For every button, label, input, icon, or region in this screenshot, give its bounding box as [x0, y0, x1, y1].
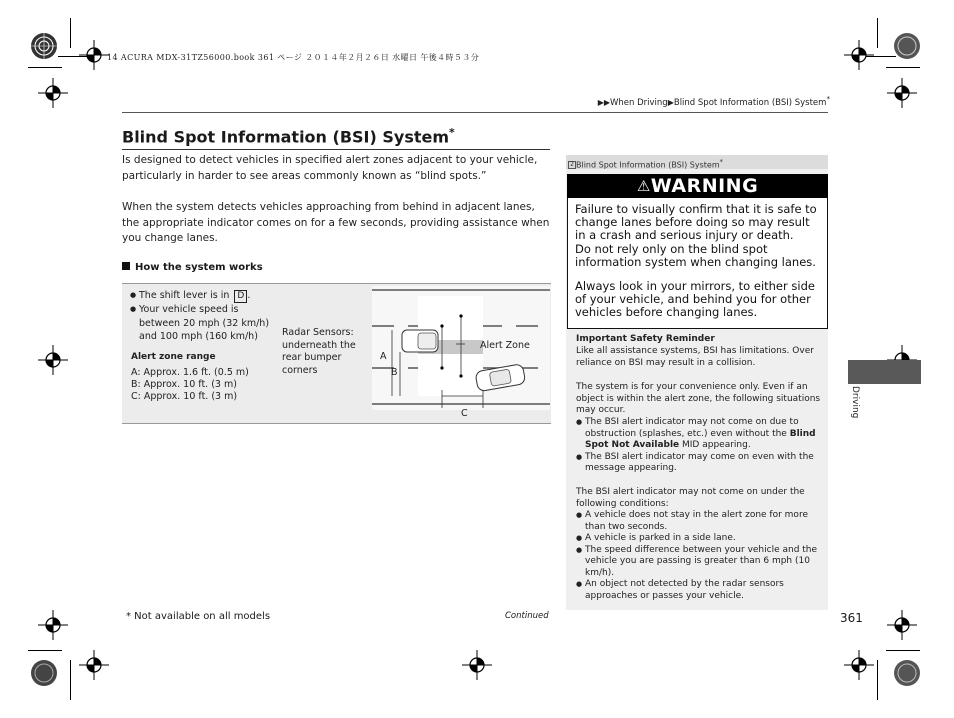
warning-text-3: Always look in your mirrors, to either side of your vehicle, and behind you for other vehicles before changing lanes.	[575, 279, 815, 320]
registration-crosshair-icon	[462, 650, 492, 680]
registration-target-icon	[892, 31, 922, 61]
crop-mark	[886, 67, 920, 68]
sidebar-heading-star: *	[719, 158, 723, 166]
page-number: 361	[840, 611, 863, 625]
conditions-list	[576, 510, 822, 602]
dimension-c-label: C	[461, 408, 468, 419]
bullet-text: MID appearing.	[679, 440, 751, 450]
list-item: ● The BSI alert indicator may come on even with the message appearing.	[576, 452, 822, 475]
warning-title: WARNING	[650, 175, 759, 197]
title-star: *	[449, 126, 455, 139]
safety-text: Like all assistance systems, BSI has limitations. Over reliance on BSI may result in a collision.	[576, 346, 814, 368]
section-tab-label: Driving	[850, 386, 860, 419]
registration-crosshair-icon	[79, 40, 109, 70]
page-title	[122, 126, 455, 146]
breadcrumb-arrow-icon: ▶▶	[597, 97, 611, 107]
registration-crosshair-icon	[38, 345, 68, 375]
continued-label: Continued	[505, 611, 549, 621]
crop-mark	[28, 67, 62, 68]
title-rule	[122, 149, 550, 150]
convenience-text: The system is for your convenience only. Even if an object is within the alert zone, the following situations may occur.	[576, 382, 821, 415]
condition-item	[130, 289, 280, 303]
header-rule	[122, 112, 828, 113]
registration-crosshair-icon	[38, 610, 68, 640]
list-item: ● A vehicle is parked in a side lane.	[576, 533, 822, 545]
breadcrumb-item-bsi[interactable]: Blind Spot Information (BSI) System	[673, 97, 827, 108]
footnote-star: *	[826, 94, 830, 103]
registration-crosshair-icon	[844, 40, 874, 70]
bullet-bold-text: Blind Spot Not Available	[585, 428, 816, 450]
page-title-text: Blind Spot Information (BSI) System	[122, 127, 450, 147]
crop-mark	[70, 18, 71, 48]
breadcrumb-arrow-icon: ▶	[667, 97, 674, 107]
subheading-text: How the system works	[135, 262, 263, 273]
crop-mark	[877, 660, 878, 700]
intro-paragraph: Is designed to detect vehicles in specified alert zones adjacent to your vehicle, particularly in harder to see areas commonly known as “blind spots.”	[122, 154, 538, 182]
radar-sensor-label: Radar Sensors: underneath the rear bumper corners	[282, 327, 356, 376]
registration-crosshair-icon	[38, 78, 68, 108]
crop-mark	[28, 650, 62, 651]
warning-icon: ⚠	[636, 177, 651, 195]
conditions-intro: The BSI alert indicator may not come on under the following conditions:	[576, 487, 805, 509]
subheading	[122, 262, 263, 273]
alert-zone-heading: Alert zone range	[131, 352, 216, 362]
condition-list	[130, 289, 280, 344]
sidebar-heading	[566, 155, 828, 169]
bullet-text: The BSI alert indicator may not come on due to obstruction (splashes, etc.) even without the	[585, 417, 799, 439]
alert-zone-label: Alert Zone	[480, 340, 530, 351]
limitation-list	[576, 417, 822, 475]
breadcrumb	[598, 94, 830, 108]
print-header: 14 ACURA MDX-31TZ56000.book 361 ページ ２０１４年２月２６日 水曜日 午後４時５３分	[107, 53, 480, 62]
registration-crosshair-icon	[887, 610, 917, 640]
registration-target-icon	[892, 658, 922, 688]
warning-banner	[567, 174, 828, 198]
section-tab[interactable]	[848, 360, 921, 384]
warning-text-1: Failure to visually confirm that it is safe to change lanes before doing so may result in a crash and serious injury or death.	[575, 202, 817, 243]
footnote: * Not available on all models	[126, 611, 271, 622]
registration-crosshair-icon	[79, 650, 109, 680]
warning-text-2: Do not rely only on the blind spot information system when changing lanes.	[575, 242, 816, 270]
alert-zone-a: A: Approx. 1.6 ft. (0.5 m)	[131, 367, 249, 378]
safety-heading: Important Safety Reminder	[576, 334, 715, 344]
crop-mark	[70, 660, 71, 700]
sidebar-heading-text: Blind Spot Information (BSI) System	[576, 160, 720, 170]
gear-d-icon: D	[234, 290, 247, 303]
registration-crosshair-icon	[887, 78, 917, 108]
list-item: ● The speed difference between your vehicle and the vehicle you are passing is greater than 6 mph (10 km/h).	[576, 545, 822, 580]
alert-zone-b: B: Approx. 10 ft. (3 m)	[131, 379, 237, 390]
square-bullet-icon	[122, 262, 130, 270]
list-item: ● An object not detected by the radar sensors approaches or passes your vehicle.	[576, 579, 822, 602]
breadcrumb-item-when-driving[interactable]: When Driving	[610, 97, 668, 108]
condition-text: The shift lever is in	[139, 290, 230, 301]
list-item: ● A vehicle does not stay in the alert zone for more than two seconds.	[576, 510, 822, 533]
dimension-a-label: A	[380, 351, 387, 362]
list-item	[576, 417, 822, 452]
condition-item: ● Your vehicle speed is between 20 mph (32 km/h) and 100 mph (160 km/h)	[130, 303, 280, 344]
crop-mark	[877, 18, 878, 48]
dimension-b-label: B	[391, 367, 398, 378]
condition-suffix: .	[247, 290, 251, 301]
registration-target-icon	[29, 658, 59, 688]
crop-mark	[886, 650, 920, 651]
reference-icon: 2	[568, 161, 576, 169]
alert-zone-c: C: Approx. 10 ft. (3 m)	[131, 391, 238, 402]
registration-crosshair-icon	[844, 650, 874, 680]
detection-paragraph: When the system detects vehicles approaching from behind in adjacent lanes, the appropriate indicator comes on for a few seconds, providing assistance when you change lanes.	[122, 201, 550, 244]
registration-target-icon	[29, 31, 59, 61]
